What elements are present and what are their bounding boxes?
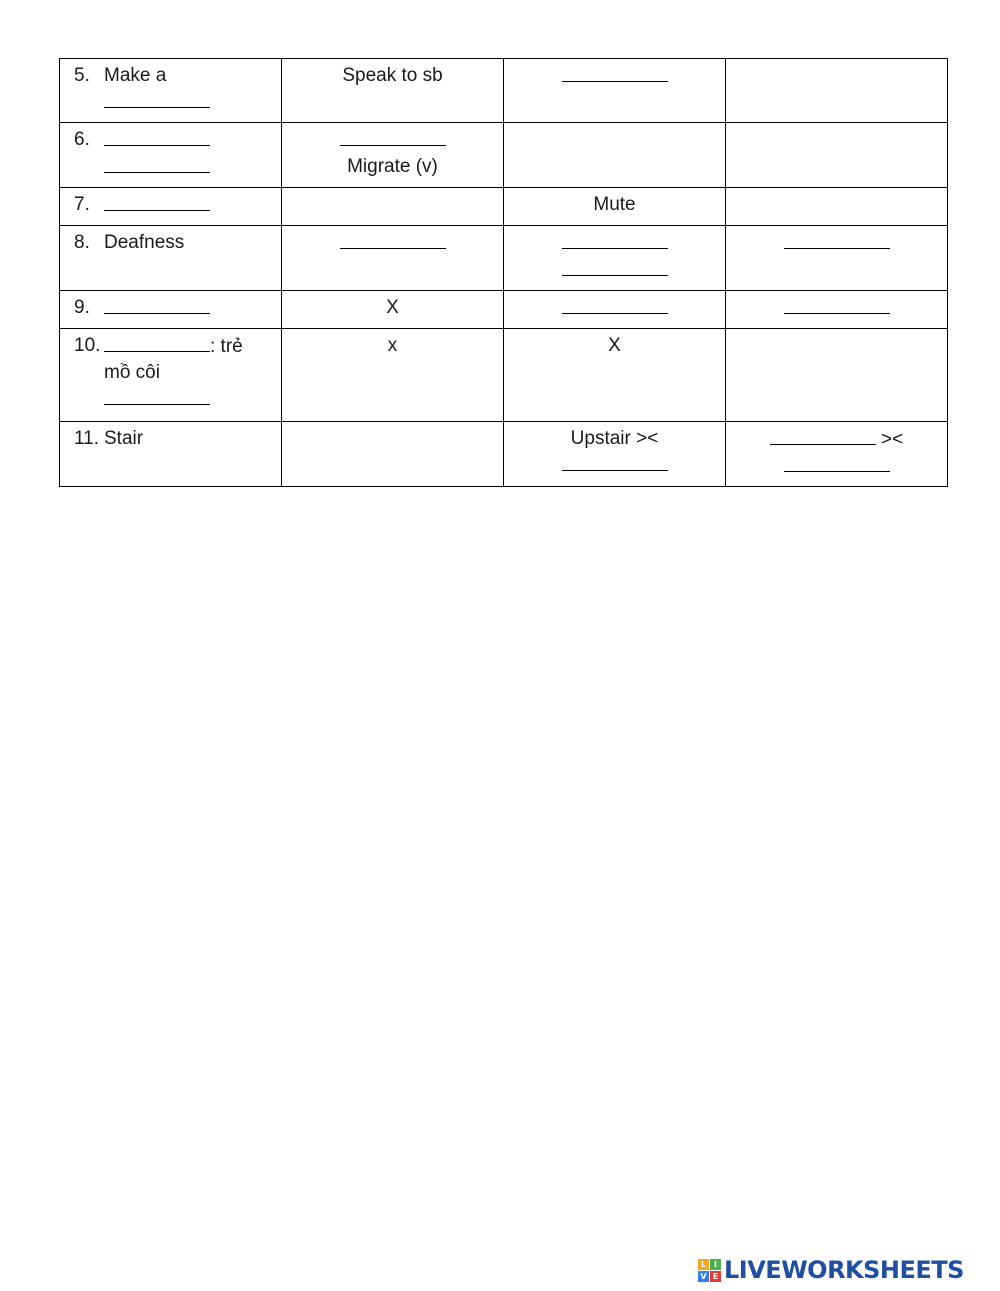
cell-c3 <box>504 226 726 291</box>
table-row <box>60 123 948 188</box>
worksheet-table-body <box>60 59 948 487</box>
answer-blank[interactable] <box>784 295 890 314</box>
cell-text: X <box>386 297 399 318</box>
row-number: 7. <box>74 194 90 215</box>
cell-c3 <box>504 329 726 422</box>
answer-blank[interactable] <box>104 295 210 314</box>
table-row <box>60 329 948 422</box>
liveworksheets-logo <box>698 1255 964 1285</box>
answer-blank[interactable] <box>784 230 890 249</box>
cell-c4 <box>726 291 948 329</box>
answer-blank[interactable] <box>340 127 446 146</box>
cell-text-fragment: : trẻ <box>210 336 243 357</box>
cell-word <box>60 422 282 487</box>
cell-line <box>732 230 941 257</box>
cell-line <box>510 257 719 284</box>
cell-c4 <box>726 188 948 226</box>
cell-line <box>104 295 275 322</box>
answer-blank[interactable] <box>340 230 446 249</box>
answer-blank[interactable] <box>562 230 668 249</box>
cell-text: x <box>387 335 398 356</box>
cell-line <box>288 230 497 257</box>
answer-blank[interactable] <box>562 295 668 314</box>
cell-text: Stair <box>104 428 144 449</box>
cell-line <box>288 127 497 154</box>
row-number: 9. <box>74 297 90 318</box>
cell-c2 <box>282 226 504 291</box>
cell-text: mồ côi <box>104 362 160 383</box>
cell-c4 <box>726 422 948 487</box>
answer-blank[interactable] <box>562 257 668 276</box>
cell-line <box>104 127 275 154</box>
answer-blank[interactable] <box>104 192 210 211</box>
cell-c4 <box>726 329 948 422</box>
logo-cube-v: V <box>698 1271 709 1282</box>
cell-line <box>732 426 941 453</box>
cell-c2 <box>282 291 504 329</box>
cell-c3 <box>504 123 726 188</box>
cell-text: Migrate (v) <box>347 156 438 177</box>
answer-blank[interactable] <box>104 154 210 173</box>
cell-line <box>104 386 275 413</box>
answer-blank[interactable] <box>104 89 210 108</box>
cell-c3 <box>504 59 726 123</box>
table-row <box>60 188 948 226</box>
cell-line <box>732 295 941 322</box>
cell-line <box>510 230 719 257</box>
cell-line <box>510 63 719 90</box>
cell-word <box>60 226 282 291</box>
cell-line <box>510 452 719 479</box>
cell-text: Speak to sb <box>342 65 443 86</box>
cell-c4 <box>726 59 948 123</box>
cell-text: X <box>608 335 621 356</box>
cell-c2 <box>282 123 504 188</box>
answer-blank[interactable] <box>104 386 210 405</box>
answer-blank[interactable] <box>770 426 876 445</box>
cell-text: Make a <box>104 65 167 86</box>
cell-line <box>104 89 275 116</box>
cell-c3 <box>504 188 726 226</box>
cell-line <box>510 295 719 322</box>
answer-blank[interactable] <box>104 333 210 352</box>
row-number: 11. <box>74 428 100 449</box>
row-number: 6. <box>74 129 90 150</box>
cell-line <box>104 154 275 181</box>
cell-c4 <box>726 226 948 291</box>
table-row <box>60 59 948 123</box>
logo-cube-e: E <box>710 1271 721 1282</box>
cell-line <box>104 192 275 219</box>
logo-cubes <box>698 1259 721 1282</box>
cell-c2 <box>282 188 504 226</box>
cell-c3 <box>504 422 726 487</box>
table-row <box>60 226 948 291</box>
table-row <box>60 291 948 329</box>
cell-c3 <box>504 291 726 329</box>
logo-cube-i: I <box>710 1259 721 1270</box>
answer-blank[interactable] <box>784 453 890 472</box>
cell-text: Mute <box>593 194 636 215</box>
cell-word <box>60 291 282 329</box>
answer-blank[interactable] <box>562 63 668 82</box>
cell-text: Upstair >< <box>570 428 659 449</box>
table-row <box>60 422 948 487</box>
cell-c2 <box>282 422 504 487</box>
cell-c4 <box>726 123 948 188</box>
cell-word <box>60 123 282 188</box>
cell-text-fragment: >< <box>875 429 904 450</box>
cell-c2 <box>282 59 504 123</box>
cell-word <box>60 329 282 422</box>
row-number: 10. <box>74 335 101 356</box>
cell-word <box>60 188 282 226</box>
cell-line <box>732 453 941 480</box>
row-number: 5. <box>74 65 90 86</box>
logo-cube-l: L <box>698 1259 709 1270</box>
logo-wordmark: LIVEWORKSHEETS <box>724 1256 964 1284</box>
cell-c2 <box>282 329 504 422</box>
answer-blank[interactable] <box>562 452 668 471</box>
cell-line <box>104 333 275 360</box>
worksheet-table <box>59 58 948 487</box>
cell-word <box>60 59 282 123</box>
cell-text: Deafness <box>104 232 185 253</box>
row-number: 8. <box>74 232 90 253</box>
answer-blank[interactable] <box>104 127 210 146</box>
